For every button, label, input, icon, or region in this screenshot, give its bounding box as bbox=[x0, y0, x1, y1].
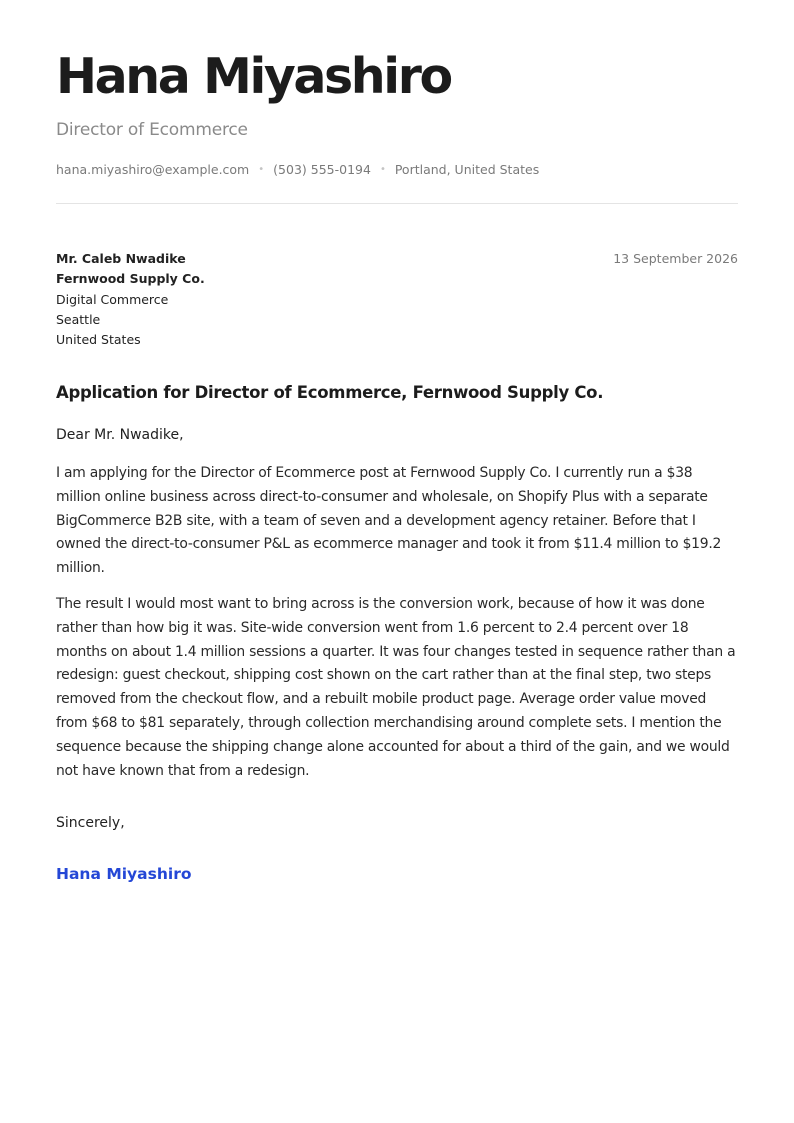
recipient-company: Fernwood Supply Co. bbox=[56, 271, 205, 287]
applicant-role: Director of Ecommerce bbox=[56, 120, 248, 140]
recipient-department: Digital Commerce bbox=[56, 291, 169, 307]
recipient-country: United States bbox=[56, 332, 141, 348]
recipient-city: Seattle bbox=[56, 311, 101, 327]
letter-salutation: Dear Mr. Nwadike, bbox=[56, 427, 184, 443]
header-divider bbox=[56, 203, 738, 204]
contact-phone: (503) 555-0194 bbox=[273, 162, 371, 177]
letter-paragraph: I am applying for the Director of Ecommerce post at Fernwood Supply Co. I currently run a $38 million online business across direct-to-consumer and wholesale, on Shopify Plus with a separate BigCommerce B2B site, with a team of seven and a development agency retainer. Before that I owned the direct-to-consumer P&L as ecommerce manager and took it from $11.4 million to $19.2 million. bbox=[56, 465, 722, 577]
contact-separator: • bbox=[258, 164, 265, 175]
letter-subject: Application for Director of Ecommerce, Fernwood Supply Co. bbox=[56, 383, 604, 402]
contact-location: Portland, United States bbox=[394, 162, 540, 177]
recipient-name: Mr. Caleb Nwadike bbox=[56, 251, 186, 266]
letter-date: 13 September 2026 bbox=[613, 251, 738, 266]
contact-separator: • bbox=[379, 164, 386, 175]
letter-paragraph: The result I would most want to bring across is the conversion work, because of how it was done rather than how big it was. Site-wide conversion went from 1.6 percent to 2.4 percent over 18 months on about 1.4 million sessions a quarter. It was four changes tested in sequence rather than a redesign: guest checkout, shipping cost shown on the cart rather than at the final step, two steps removed from the checkout flow, and a rebuilt mobile product page. Average order value moved from $68 to $81 separately, through collection merchandising around complete sets. I mention the sequence because the shipping change alone accounted for about a third of the gain, and we would not have known that from a redesign. bbox=[56, 596, 736, 779]
letter-signature: Hana Miyashiro bbox=[56, 865, 192, 883]
contact-line bbox=[56, 162, 539, 177]
recipient-block bbox=[56, 249, 205, 350]
applicant-name: Hana Miyashiro bbox=[56, 48, 451, 105]
letter-closing: Sincerely, bbox=[56, 815, 125, 831]
contact-email: hana.miyashiro@example.com bbox=[56, 162, 250, 177]
